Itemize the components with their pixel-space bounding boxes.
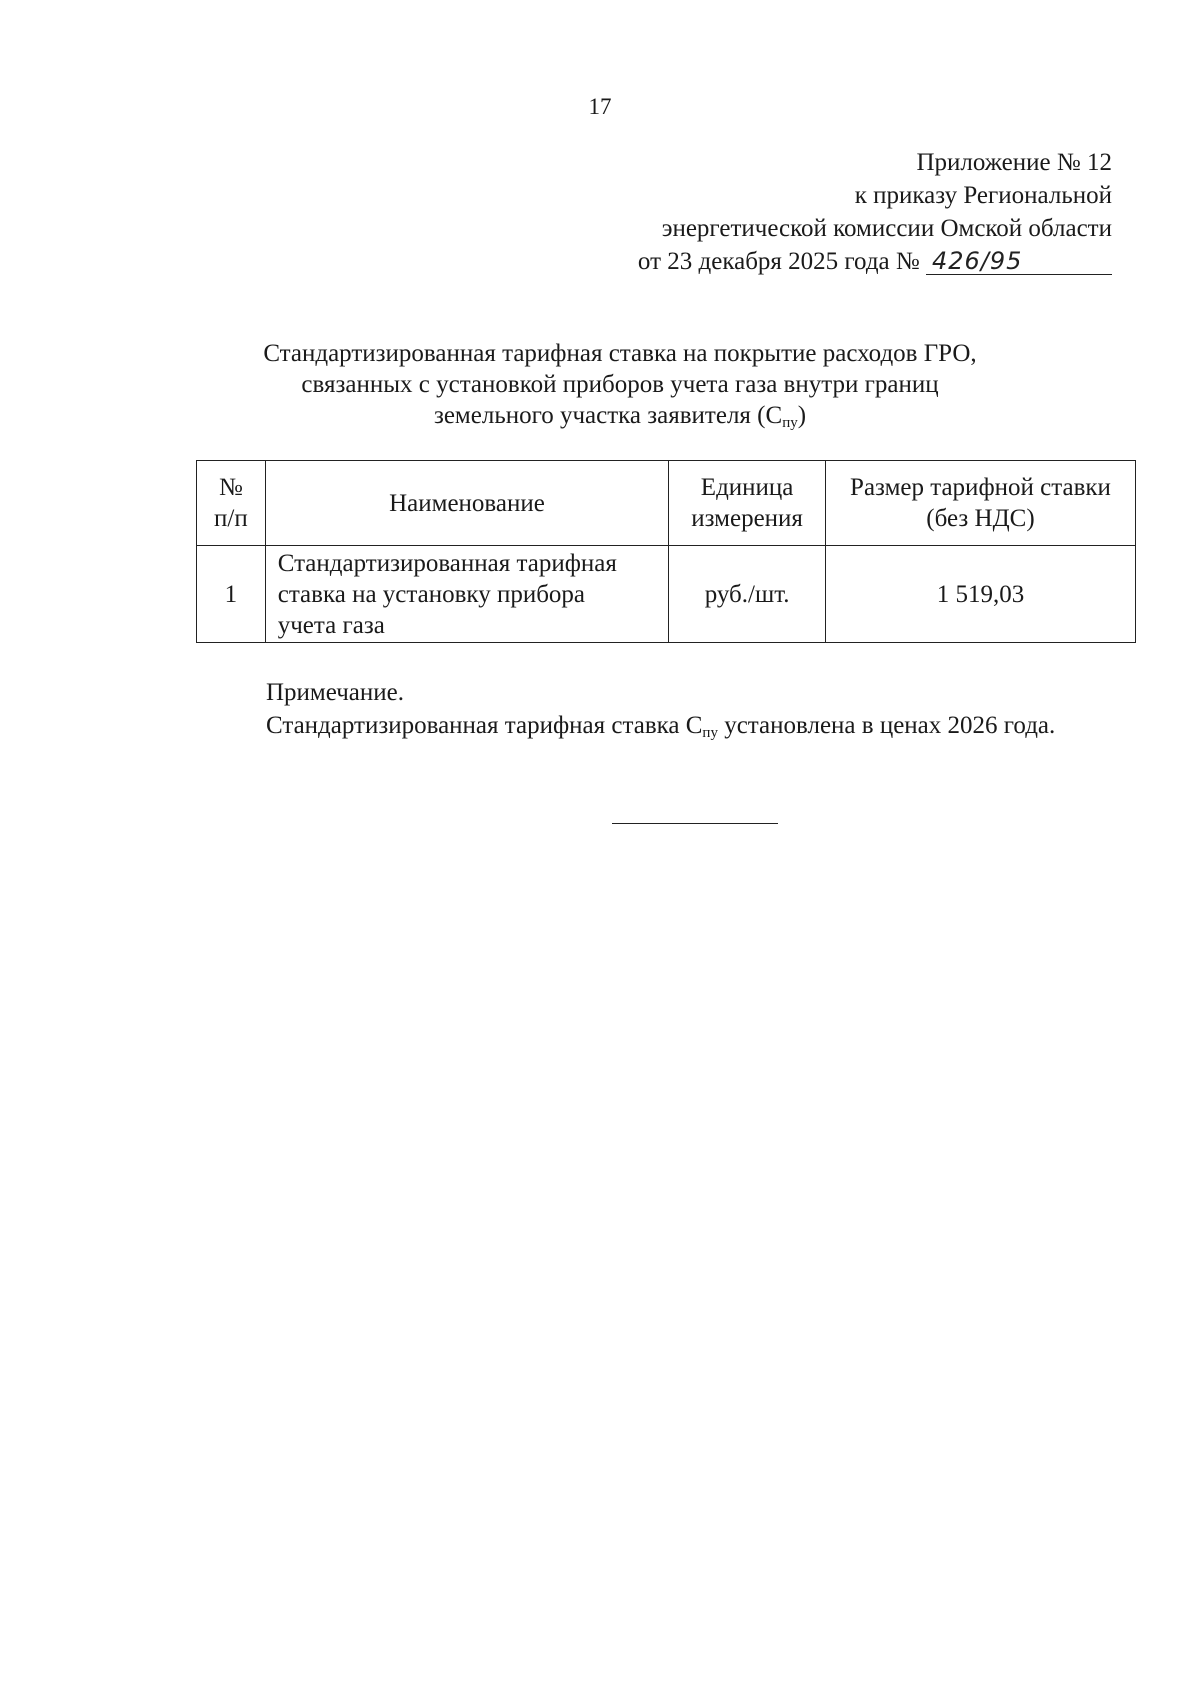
header-number-line-1: № <box>218 474 243 501</box>
document-title <box>180 338 1060 439</box>
row-name-line-1: Стандартизированная тарифная <box>277 549 617 577</box>
header-number <box>197 461 266 546</box>
title-line-3-close: ) <box>797 402 807 429</box>
header-name: Наименование <box>265 461 669 546</box>
table-row <box>197 546 1136 643</box>
appendix-date-line <box>638 245 1112 278</box>
note-text <box>196 709 1120 750</box>
note-text-start: Стандартизированная тарифная ставка С <box>266 712 703 739</box>
appendix-date: от 23 декабря 2025 года № <box>637 248 920 275</box>
title-line-1: Стандартизированная тарифная ставка на покрытие расходов ГРО, <box>263 340 977 367</box>
closing-divider <box>612 823 778 824</box>
tariff-table <box>196 460 1136 643</box>
header-unit <box>669 461 826 546</box>
row-name-line-2: ставка на установку прибора <box>277 580 586 608</box>
note-section <box>196 676 1120 750</box>
header-rate <box>825 461 1135 546</box>
title-line-3-text: земельного участка заявителя (С <box>433 402 783 429</box>
header-number-line-2: п/п <box>214 505 248 532</box>
header-rate-line-2: (без НДС) <box>926 505 1035 532</box>
note-label: Примечание. <box>266 679 405 706</box>
header-rate-line-1: Размер тарифной ставки <box>850 474 1111 501</box>
title-line-2: связанных с установкой приборов учета газа внутри границ <box>301 371 939 398</box>
appendix-commission-name: энергетической комиссии Омской области <box>661 215 1112 242</box>
note-text-end: установлена в ценах 2026 года. <box>717 712 1056 739</box>
title-line-3 <box>180 400 1060 439</box>
row-number: 1 <box>197 546 266 643</box>
table-header-row <box>197 461 1136 546</box>
appendix-title: Приложение № 12 <box>916 149 1112 176</box>
header-unit-line-1: Единица <box>700 474 794 501</box>
header-unit-line-2: измерения <box>691 505 803 532</box>
row-name <box>265 546 669 643</box>
row-name-line-3: учета газа <box>277 611 385 639</box>
row-unit: руб./шт. <box>669 546 826 643</box>
appendix-order-reference: к приказу Региональной <box>854 182 1112 209</box>
page-number: 17 <box>588 94 612 119</box>
order-number-handwritten: 426/95 <box>926 248 1112 275</box>
appendix-header <box>638 146 1112 278</box>
row-rate: 1 519,03 <box>825 546 1135 643</box>
note-subscript: пу <box>702 725 718 741</box>
title-subscript: пу <box>782 415 798 431</box>
